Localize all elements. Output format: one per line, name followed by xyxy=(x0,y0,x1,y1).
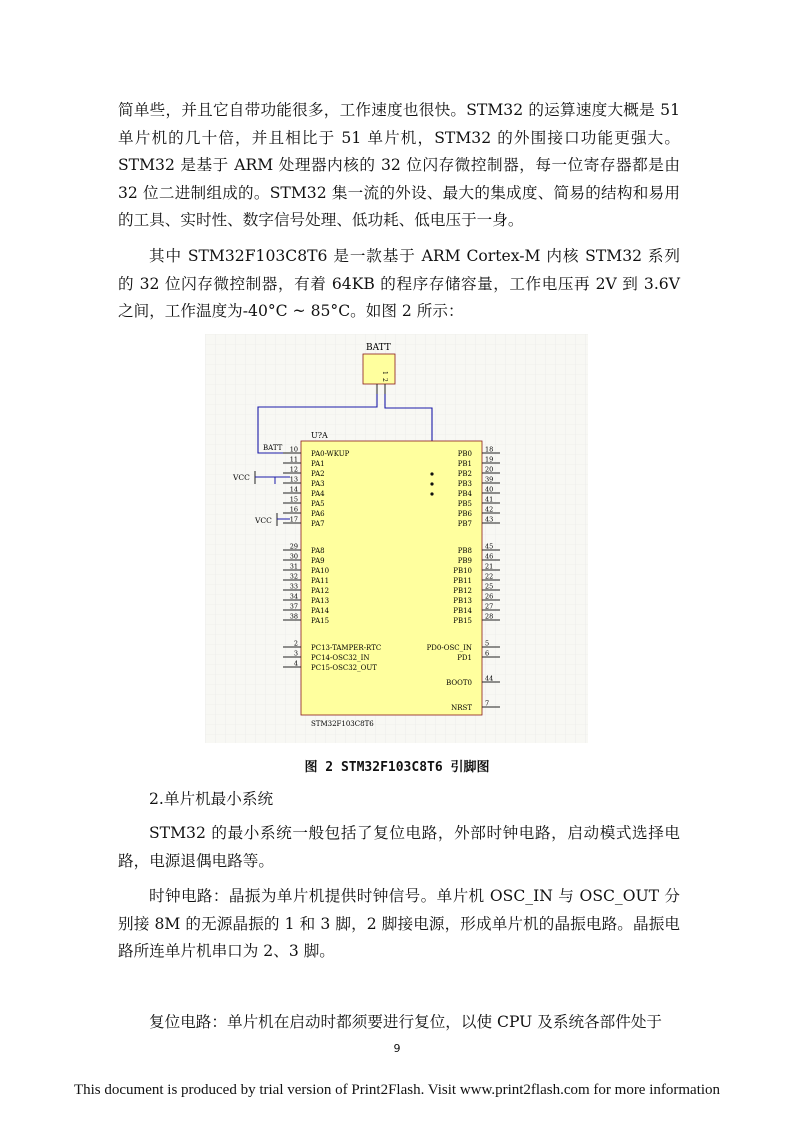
pin-number: 17 xyxy=(289,515,298,524)
pin-number: 3 xyxy=(293,649,298,658)
pinout-figure xyxy=(205,334,588,743)
part-name: STM32F103C8T6 xyxy=(311,720,374,728)
pin-name: PB12 xyxy=(453,587,472,595)
pin-number: 2 xyxy=(293,639,298,648)
pin-number: 41 xyxy=(485,495,494,504)
trial-footer: This document is produced by trial version of Print2Flash. Visit www.print2flash.com for more information xyxy=(73,1082,721,1098)
pin-number: 31 xyxy=(289,562,298,571)
pin-name: PB4 xyxy=(457,490,472,498)
pin-number: 21 xyxy=(485,562,494,571)
pin-number: 16 xyxy=(289,505,298,514)
pin-number: 44 xyxy=(485,674,494,683)
reset-circuit-paragraph: 复位电路：单片机在启动时都须要进行复位，以使 CPU 及系统各部件处于 xyxy=(149,1013,663,1031)
pin-number: 30 xyxy=(289,552,298,561)
pin-number: 25 xyxy=(485,582,494,591)
pin-name: PD1 xyxy=(457,654,472,662)
pin-name: PB11 xyxy=(453,577,472,585)
marker-dot-3 xyxy=(430,492,433,495)
pin-name: PA4 xyxy=(311,490,325,498)
pin-number: 40 xyxy=(485,485,494,494)
pin-number: 15 xyxy=(289,495,298,504)
pin-name: BOOT0 xyxy=(446,679,472,687)
pin-number: 7 xyxy=(485,699,490,708)
batt-net-label: BATT xyxy=(263,444,283,452)
pin-name: PB1 xyxy=(457,460,472,468)
pin-name: PA10 xyxy=(311,567,330,575)
pin-number: 28 xyxy=(485,612,494,621)
pin-number: 33 xyxy=(289,582,298,591)
pin-name: PA14 xyxy=(311,607,330,615)
pin-number: 43 xyxy=(485,515,494,524)
pin-name: PB9 xyxy=(457,557,472,565)
pinout-schematic xyxy=(205,334,588,743)
vcc-label-1: VCC xyxy=(233,473,250,482)
pin-name: PA8 xyxy=(311,547,325,555)
pin-number: 13 xyxy=(289,475,298,484)
designator: U?A xyxy=(311,431,328,440)
pin-name: PA3 xyxy=(311,480,325,488)
pin-name: PA5 xyxy=(311,500,325,508)
pin-number: 38 xyxy=(289,612,298,621)
pin-name: PB7 xyxy=(457,520,472,528)
section-heading: 2.单片机最小系统 xyxy=(149,790,274,808)
pin-name: PB5 xyxy=(457,500,472,508)
pin-number: 26 xyxy=(485,592,494,601)
pin-name: PC13-TAMPER-RTC xyxy=(311,644,382,652)
figure-caption: 图 2 STM32F103C8T6 引脚图 xyxy=(304,760,490,775)
pin-name: PB8 xyxy=(457,547,472,555)
pin-number: 39 xyxy=(485,475,494,484)
clock-circuit-paragraph: 时钟电路：晶振为单片机提供时钟信号。单片机 OSC_IN 与 OSC_OUT 分别接 8M 的无源晶振的 1 和 3 脚，2 脚接电源，形成单片机的晶振电路。晶振电路所连单片机串口为 2、3 脚。 xyxy=(118,887,680,960)
intro-paragraph: 简单些，并且它自带功能很多，工作速度也很快。STM32 的运算速度大概是 51 单片机的几十倍，并且相比于 51 单片机，STM32 的外围接口功能更强大。STM32 是基于 ARM 处理器内核的 32 位闪存微控制器，每一位寄存器都是由 32 位二进制组成的。STM32 集一流的外设、最大的集成度、简易的结构和易用的工具、实时性、数字信号处理、低功耗、低电压于一身。 xyxy=(118,101,680,229)
pin-name: PA1 xyxy=(311,460,325,468)
pin-number: 20 xyxy=(485,465,494,474)
pin-name: PB15 xyxy=(453,617,472,625)
pin-number: 19 xyxy=(485,455,494,464)
pin-name: PA7 xyxy=(311,520,325,528)
pin-name: PA0-WKUP xyxy=(311,450,350,458)
pin-number: 45 xyxy=(485,542,494,551)
pin-name: NRST xyxy=(451,704,472,712)
pin-name: PB3 xyxy=(457,480,472,488)
pin-name: PB2 xyxy=(457,470,472,478)
pin-name: PD0-OSC_IN xyxy=(426,644,472,652)
pin-number: 5 xyxy=(485,639,490,648)
marker-dot-2 xyxy=(430,482,433,485)
marker-dot-1 xyxy=(430,472,433,475)
page-number: 9 xyxy=(393,1042,401,1055)
stm32-description-paragraph: 其中 STM32F103C8T6 是一款基于 ARM Cortex-M 内核 STM32 系列的 32 位闪存微控制器，有着 64KB 的程序存储容量，工作电压再 2V 到 3.6V 之间，工作温度为-40°C ~ 85°C。如图 2 所示： xyxy=(118,247,680,320)
vcc-label-2: VCC xyxy=(255,516,272,525)
pin-name: PB13 xyxy=(453,597,472,605)
batt-pin1-number: 1 xyxy=(381,371,388,375)
pin-number: 4 xyxy=(293,659,298,668)
pin-name: PA6 xyxy=(311,510,325,518)
pin-name: PA2 xyxy=(311,470,325,478)
batt-pin2-number: 2 xyxy=(381,378,388,382)
pin-name: PA15 xyxy=(311,617,330,625)
pin-number: 29 xyxy=(289,542,298,551)
pin-number: 32 xyxy=(289,572,298,581)
pin-number: 6 xyxy=(485,649,490,658)
pin-name: PC14-OSC32_IN xyxy=(311,654,370,662)
pin-name: PB10 xyxy=(453,567,472,575)
pin-name: PA11 xyxy=(311,577,330,585)
pin-name: PC15-OSC32_OUT xyxy=(311,664,377,672)
batt-body xyxy=(363,354,395,384)
pin-number: 42 xyxy=(485,505,494,514)
pin-number: 11 xyxy=(289,455,298,464)
pin-number: 27 xyxy=(485,602,494,611)
pin-number: 10 xyxy=(289,445,298,454)
pin-name: PA9 xyxy=(311,557,325,565)
pin-number: 37 xyxy=(289,602,298,611)
pin-number: 46 xyxy=(485,552,494,561)
pin-number: 34 xyxy=(289,592,298,601)
pin-number: 22 xyxy=(485,572,494,581)
pin-name: PB6 xyxy=(457,510,472,518)
pin-number: 12 xyxy=(289,465,298,474)
pin-name: PA12 xyxy=(311,587,330,595)
pin-name: PB0 xyxy=(457,450,472,458)
minimum-system-paragraph: STM32 的最小系统一般包括了复位电路，外部时钟电路，启动模式选择电路，电源退偶电路等。 xyxy=(118,824,680,870)
batt-label: BATT xyxy=(366,343,391,353)
pin-name: PB14 xyxy=(453,607,472,615)
pin-name: PA13 xyxy=(311,597,330,605)
pin-number: 18 xyxy=(485,445,494,454)
pin-number: 14 xyxy=(289,485,298,494)
